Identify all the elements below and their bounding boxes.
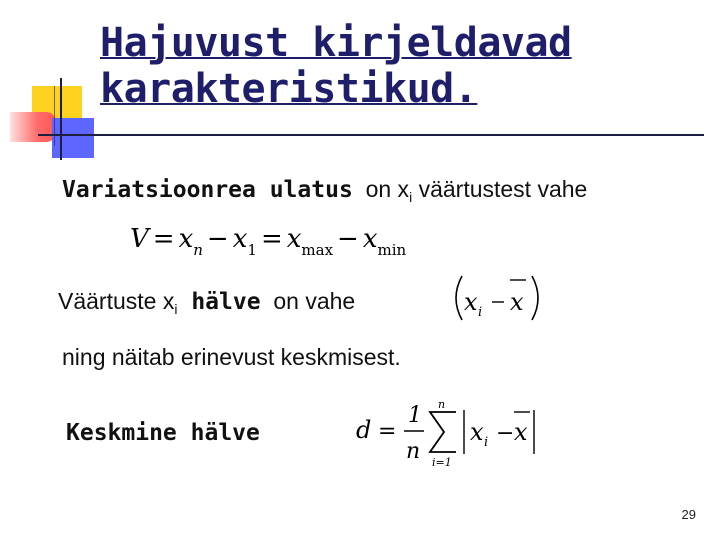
formula-x-1: x xyxy=(178,224,194,254)
title-divider-line xyxy=(38,134,704,136)
md-minus: − xyxy=(496,421,515,446)
formula-sub-max: max xyxy=(301,241,334,259)
md-sigma xyxy=(430,412,456,452)
decor-vertical-line-thin xyxy=(54,86,55,146)
range-definition xyxy=(62,176,587,205)
md-x-mean: x xyxy=(514,418,528,446)
md-sub-i: i xyxy=(484,435,489,450)
formula-eq-1: = xyxy=(152,224,175,254)
paren-left xyxy=(456,276,462,320)
formula-x-4: x xyxy=(362,224,378,254)
formula-minus-2: − xyxy=(337,224,359,254)
deviation-text-sub: i xyxy=(174,301,178,317)
md-x-i: x xyxy=(470,418,484,446)
deviation-text-post: on vahe xyxy=(260,288,356,314)
range-text-pre: on x xyxy=(352,176,410,202)
formula-sub-min: min xyxy=(377,241,407,259)
decor-red-bar xyxy=(10,112,56,142)
md-eq: = xyxy=(378,419,397,444)
md-sum-bottom: i=1 xyxy=(432,456,452,469)
paren-right xyxy=(532,276,538,320)
md-d: d xyxy=(356,416,372,444)
range-text-sub: i xyxy=(409,189,413,205)
md-num-1: 1 xyxy=(408,403,422,428)
deviation-definition xyxy=(58,288,355,317)
dev-x-mean: x xyxy=(510,288,524,316)
slide-title xyxy=(100,20,572,112)
deviation-text-pre: Väärtuste x xyxy=(58,288,175,314)
decor-vertical-line xyxy=(60,78,62,160)
slide-title-line2: karakteristikud. xyxy=(100,66,478,112)
md-den-n: n xyxy=(406,439,421,464)
mean-deviation-formula xyxy=(356,396,546,472)
formula-V: V xyxy=(130,224,149,254)
deviation-explanation: ning näitab erinevust keskmisest. xyxy=(62,344,401,370)
formula-x-3: x xyxy=(286,224,302,254)
range-term: Variatsioonrea ulatus xyxy=(62,177,353,203)
formula-x-2: x xyxy=(232,224,248,254)
slide-title-line1: Hajuvust kirjeldavad xyxy=(100,20,572,66)
formula-sub-n: n xyxy=(193,241,203,259)
md-sum-top-n: n xyxy=(438,398,446,411)
dev-sub-i: i xyxy=(478,305,483,320)
page-number: 29 xyxy=(681,507,696,522)
range-formula xyxy=(130,224,406,259)
decor-blue-square xyxy=(52,118,94,158)
deviation-formula xyxy=(446,270,546,326)
dev-x-i: x xyxy=(464,288,478,316)
deviation-term: hälve xyxy=(177,289,261,315)
formula-eq-2: = xyxy=(260,224,283,254)
formula-sub-1: 1 xyxy=(247,241,257,259)
formula-minus-1: − xyxy=(206,224,229,254)
mean-deviation-label: Keskmine hälve xyxy=(66,420,260,446)
range-text-post: väärtustest vahe xyxy=(412,176,588,202)
